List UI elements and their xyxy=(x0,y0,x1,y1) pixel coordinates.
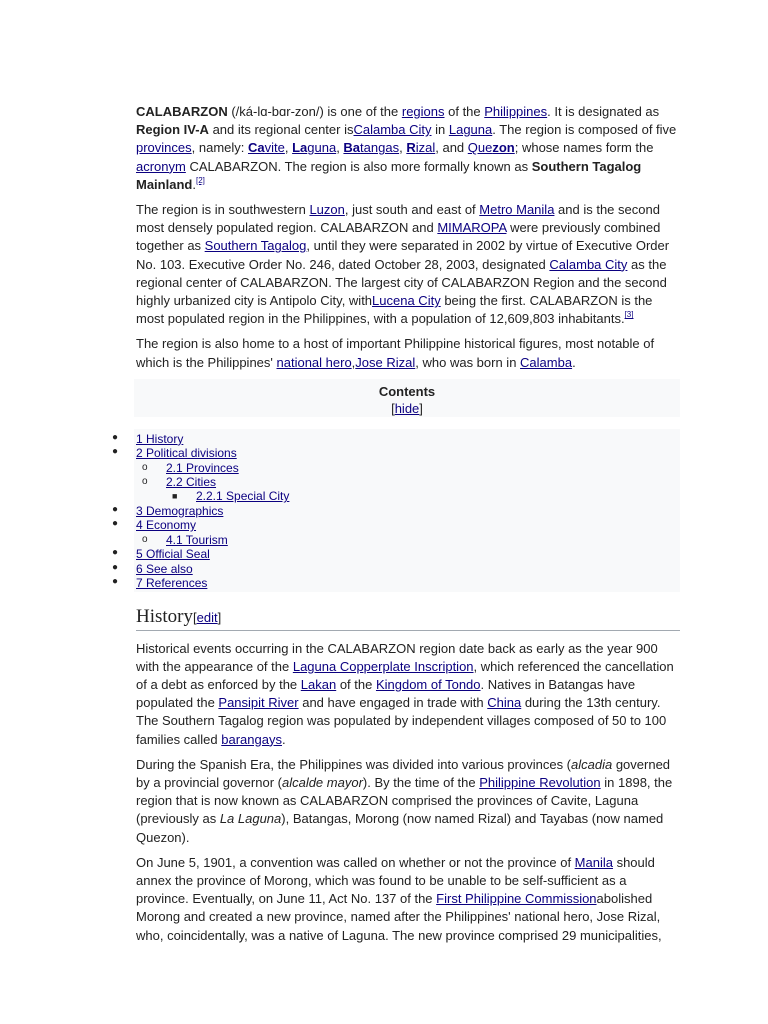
history-heading xyxy=(136,608,680,630)
text: , who was born in xyxy=(415,354,521,370)
bracket: [ xyxy=(193,610,197,626)
toc-item-cities xyxy=(134,475,680,489)
text: and its regional center is xyxy=(208,122,354,138)
acronym-part: Ba xyxy=(343,140,361,156)
toc-hide-toggle xyxy=(134,400,680,417)
text: in 1898, the region that is now known as CALABARZON comprised the provinces of Cavite, Laguna (previously as xyxy=(136,774,673,827)
toc-list xyxy=(112,429,680,592)
text: of the xyxy=(444,104,485,119)
link-batangas[interactable] xyxy=(343,140,399,155)
text: On June 5, 1901, a convention was called on whether or not the province of xyxy=(136,854,575,870)
toc-link[interactable]: 2.1 Provinces xyxy=(166,460,239,475)
history-paragraph-1 xyxy=(136,640,682,749)
text: . It is designated as xyxy=(547,104,660,119)
link-acronym[interactable]: acronym xyxy=(136,158,186,174)
bullet-icon: ● xyxy=(112,503,119,515)
toc-link[interactable]: 6 See also xyxy=(136,561,193,576)
toc-link[interactable]: 5 Official Seal xyxy=(136,547,210,562)
bullet-icon: o xyxy=(142,533,148,545)
bracket: ] xyxy=(419,400,423,416)
toc-header xyxy=(134,379,680,417)
edit-link[interactable]: edit xyxy=(196,610,218,626)
text: . Natives in Batangas have populated the xyxy=(136,676,636,711)
link-manila[interactable]: Manila xyxy=(574,854,613,870)
text: , and xyxy=(435,140,468,156)
text: , which referenced the cancellation of a debt as enforced by the xyxy=(136,658,674,692)
text: During the Spanish Era, the Philippines was divided into various provinces ( xyxy=(136,756,572,772)
link-lakan[interactable]: Lakan xyxy=(300,676,337,692)
acronym-part: R xyxy=(406,140,416,156)
toc-link[interactable]: 3 Demographics xyxy=(136,503,224,518)
toc-item-official-seal xyxy=(112,547,680,562)
text: The region is in southwestern xyxy=(136,202,310,218)
toc-item-special-city xyxy=(134,489,680,503)
reference-2[interactable]: [2] xyxy=(195,175,205,185)
intro-paragraph-1: CALABARZON (/ká-lɑ-bɑr-zon/) is one of the regions of the Philippines. It is designated as Region IV-A and its regional center isCalamba City in Laguna. The region is composed of five provinces, namely: Cavite, Laguna, Batangas, Rizal, and Quezon; whose names form the acronym CALABARZON. The region is also more formally known as Southern Tagalog Mainland.[2] xyxy=(136,104,677,192)
bullet-icon: o xyxy=(142,476,148,488)
region-designation: Region IV-A xyxy=(136,122,209,138)
text: guna xyxy=(307,140,337,156)
toc-item-tourism xyxy=(134,533,680,547)
link-luzon[interactable]: Luzon xyxy=(309,202,345,218)
toc-link[interactable]: 2.2 Cities xyxy=(166,475,217,490)
text: izal xyxy=(415,140,436,156)
text: tangas xyxy=(360,140,400,156)
toc-title: Contents xyxy=(378,383,436,399)
link-calamba[interactable]: Calamba xyxy=(520,354,573,370)
toc-link[interactable]: 4 Economy xyxy=(136,518,197,533)
history-paragraph-3 xyxy=(136,854,682,945)
text: ). By the time of the xyxy=(362,774,480,790)
toc-item-see-also xyxy=(112,561,680,576)
link-metro-manila[interactable]: Metro Manila xyxy=(479,202,555,218)
toc-item-economy xyxy=(112,518,680,533)
acronym-part: zon xyxy=(492,140,515,156)
link-laguna-copperplate[interactable]: Laguna Copperplate Inscription xyxy=(292,658,474,674)
link-first-philippine-commission[interactable]: First Philippine Commission xyxy=(436,891,597,907)
link-laguna-province[interactable] xyxy=(292,140,336,155)
text: , until they were separated in 2002 by virtue of Executive Order No. 103. Executive Order No. 246, dated October 28, 2003, designated xyxy=(136,238,670,272)
text: . xyxy=(192,176,196,192)
acronym-part: Ca xyxy=(248,140,265,156)
link-cavite[interactable] xyxy=(248,140,285,155)
text: in xyxy=(431,122,449,138)
text: ; whose names form the xyxy=(514,140,654,156)
text: abolished Morong and created a new province, named after the Philippines' national hero, Jose Rizal, who, coincidentally, was a native of Laguna. The new province comprised 29 municipalities, xyxy=(136,891,662,943)
bullet-icon: ● xyxy=(112,575,119,587)
bullet-icon: ● xyxy=(112,446,119,458)
toc-hide-link[interactable]: hide xyxy=(394,400,420,416)
link-rizal[interactable] xyxy=(406,140,435,155)
link-lucena-city[interactable]: Lucena City xyxy=(372,293,441,309)
link-mimaropa[interactable]: MIMAROPA xyxy=(437,220,507,236)
toc-item-demographics xyxy=(112,503,680,518)
link-china[interactable]: China xyxy=(487,695,522,711)
text: Historical events occurring in the CALABARZON region date back as early as the year 900 with the appearance of the xyxy=(136,640,658,674)
text: Que xyxy=(467,140,493,156)
text: vite xyxy=(264,140,285,156)
text: and have engaged in trade with xyxy=(298,695,488,711)
link-philippines[interactable]: Philippines xyxy=(484,104,548,119)
bullet-icon: ■ xyxy=(172,491,178,502)
acronym-part: La xyxy=(292,140,308,156)
link-philippine-revolution[interactable]: Philippine Revolution xyxy=(479,774,601,790)
toc-link[interactable]: 2 Political divisions xyxy=(136,446,237,461)
link-jose-rizal[interactable]: Jose Rizal xyxy=(355,354,416,370)
link-calamba-city-2[interactable]: Calamba City xyxy=(549,256,628,272)
link-laguna[interactable]: Laguna xyxy=(448,122,493,138)
link-regions[interactable]: regions xyxy=(401,104,445,119)
edit-section xyxy=(193,610,221,625)
link-provinces[interactable]: provinces xyxy=(136,140,192,156)
link-calamba-city[interactable]: Calamba City xyxy=(353,122,432,138)
toc-item-history xyxy=(112,431,680,446)
bullet-icon: ● xyxy=(112,431,119,443)
link-kingdom-of-tondo[interactable]: Kingdom of Tondo xyxy=(375,676,481,692)
italic-term: alcadia xyxy=(571,756,613,772)
text: , xyxy=(351,354,356,370)
history-paragraph-2 xyxy=(136,756,682,847)
toc-link[interactable]: 2.2.1 Special City xyxy=(196,489,290,504)
text: as the regional center of CALABARZON. The largest city of CALABARZON Region and the second highly urbanized city is Antipolo City, with xyxy=(136,256,667,309)
intro-paragraph-3 xyxy=(136,335,682,371)
text: during the 13th century. The Southern Tagalog region was populated by independent villages composed of 50 to 100 families called xyxy=(136,695,667,747)
bullet-icon: ● xyxy=(112,518,119,530)
bullet-icon: ● xyxy=(112,547,119,559)
bullet-icon: ● xyxy=(112,561,119,573)
bullet-icon: o xyxy=(142,461,148,473)
text: , namely: xyxy=(191,140,248,156)
text: The region is also home to a host of important Philippine historical figures, most notable of which is the Philippines' xyxy=(136,336,655,370)
italic-term: alcalde mayor xyxy=(281,774,363,790)
text: should annex the province of Morong, which was found to be unable to be self-sufficient as a province. Eventually, on June 11, Act No. 137 of the xyxy=(136,854,655,907)
text: . The region is composed of five xyxy=(492,122,677,138)
link-southern-tagalog[interactable]: Southern Tagalog xyxy=(204,238,307,254)
reference-3[interactable]: [3] xyxy=(624,310,634,320)
formal-name: Southern Tagalog Mainland xyxy=(136,158,642,192)
text: CALABARZON. The region is also more formally known as xyxy=(185,158,532,174)
text: being the first. CALABARZON is the most populated region in the Philippines, with a population of 12,609,803 inhabitants. xyxy=(136,293,653,327)
section-title: History xyxy=(136,606,193,628)
article-subject: CALABARZON xyxy=(136,104,228,119)
text: , just south and east of xyxy=(344,202,480,218)
bracket: ] xyxy=(217,610,222,626)
toc-link[interactable]: 4.1 Tourism xyxy=(166,532,228,547)
link-barangays[interactable]: barangays xyxy=(221,731,282,747)
bracket: [ xyxy=(391,400,395,416)
text: . xyxy=(281,731,286,747)
link-pansipit-river[interactable]: Pansipit River xyxy=(218,695,299,711)
article-body xyxy=(112,103,682,952)
link-national-hero[interactable]: national hero xyxy=(276,354,352,370)
text: . xyxy=(572,354,576,370)
toc-link[interactable]: 1 History xyxy=(136,431,184,446)
text: of the xyxy=(336,676,376,692)
toc-link[interactable]: 7 References xyxy=(136,575,208,590)
italic-term: La Laguna xyxy=(219,811,282,827)
text: (/ká-lɑ-bɑr-zon/) is one of the xyxy=(227,104,402,119)
toc-item-provinces xyxy=(134,461,680,475)
link-quezon[interactable] xyxy=(468,140,515,155)
intro-paragraph-2 xyxy=(136,201,682,328)
text: governed by a provincial governor ( xyxy=(136,756,671,790)
text: ), Batangas, Morong (now named Rizal) and Tayabas (now named Quezon). xyxy=(136,811,664,845)
toc-item-references xyxy=(112,575,680,590)
toc-item-political-divisions xyxy=(112,446,680,461)
text: and is the second most densely populated region. CALABARZON and xyxy=(136,202,660,236)
text: were previously combined together as xyxy=(136,220,661,254)
